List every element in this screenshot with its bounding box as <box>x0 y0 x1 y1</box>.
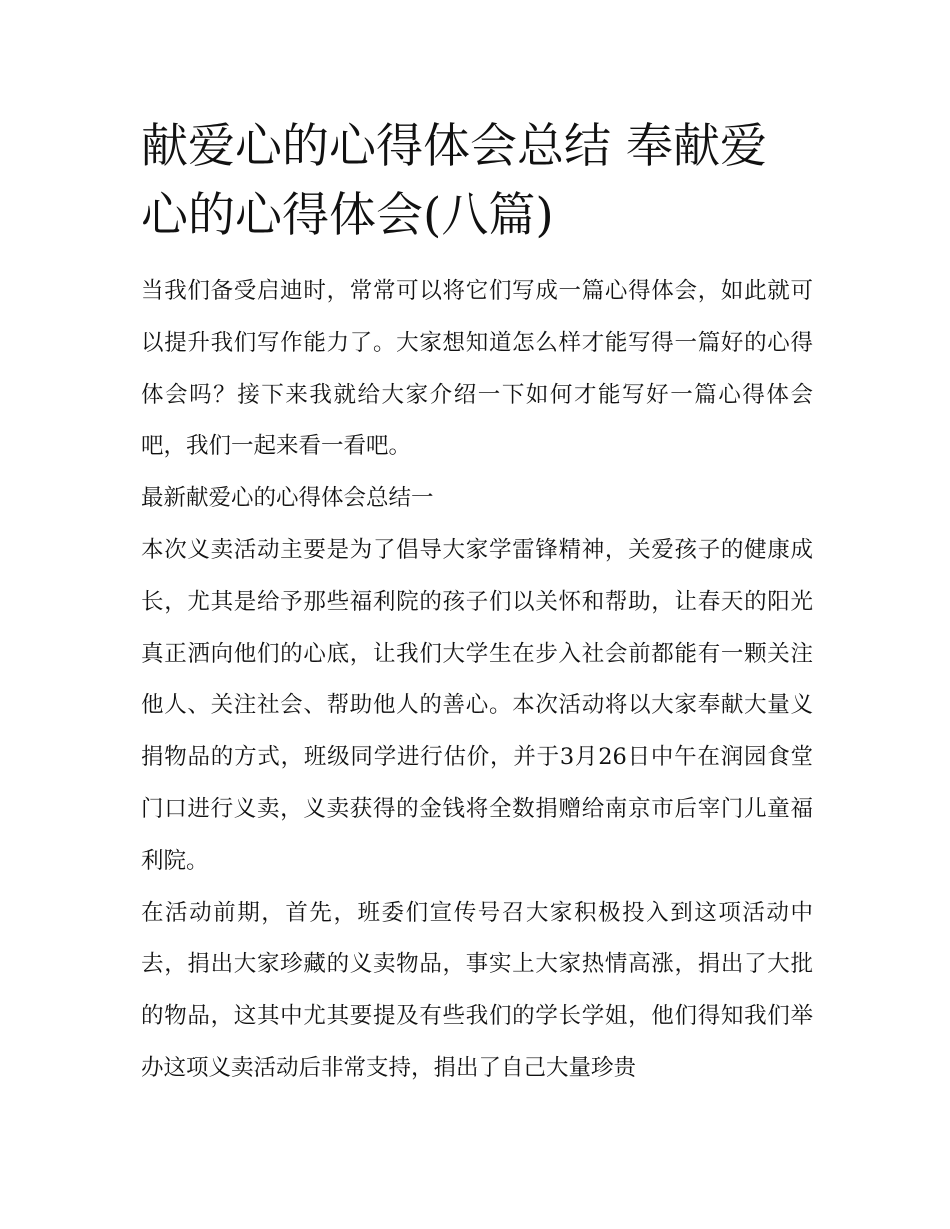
intro-paragraph: 当我们备受启迪时，常常可以将它们写成一篇心得体会，如此就可以提升我们写作能力了。大家想知道怎么样才能写得一篇好的心得体会吗？接下来我就给大家介绍一下如何才能写好一篇心得体会吧，我们一起来看一看吧。 <box>141 278 813 460</box>
document-body <box>141 266 813 1095</box>
body-paragraph-1: 本次义卖活动主要是为了倡导大家学雷锋精神，关爱孩子的健康成长，尤其是给予那些福利院的孩子们以关怀和帮助，让春天的阳光真正洒向他们的心底，让我们大学生在步入社会前都能有一颗关注他人、关注社会、帮助他人的善心。本次活动将以大家奉献大量义捐物品的方式，班级同学进行估价，并于3月26日中午在润园食堂门口进行义卖，义卖获得的金钱将全数捐赠给南京市后宰门儿童福利院。 <box>141 536 813 874</box>
section-heading: 最新献爱心的心得体会总结一 <box>141 485 434 512</box>
body-paragraph-2: 在活动前期，首先，班委们宣传号召大家积极投入到这项活动中去，捐出大家珍藏的义卖物品，事实上大家热情高涨，捐出了大批的物品，这其中尤其要提及有些我们的学长学姐，他们得知我们举办这项义卖活动后非常支持，捐出了自己大量珍贵 <box>141 899 813 1081</box>
document-content <box>141 112 813 1095</box>
document-title: 献爱心的心得体会总结 奉献爱心的心得体会(八篇) <box>141 119 767 243</box>
